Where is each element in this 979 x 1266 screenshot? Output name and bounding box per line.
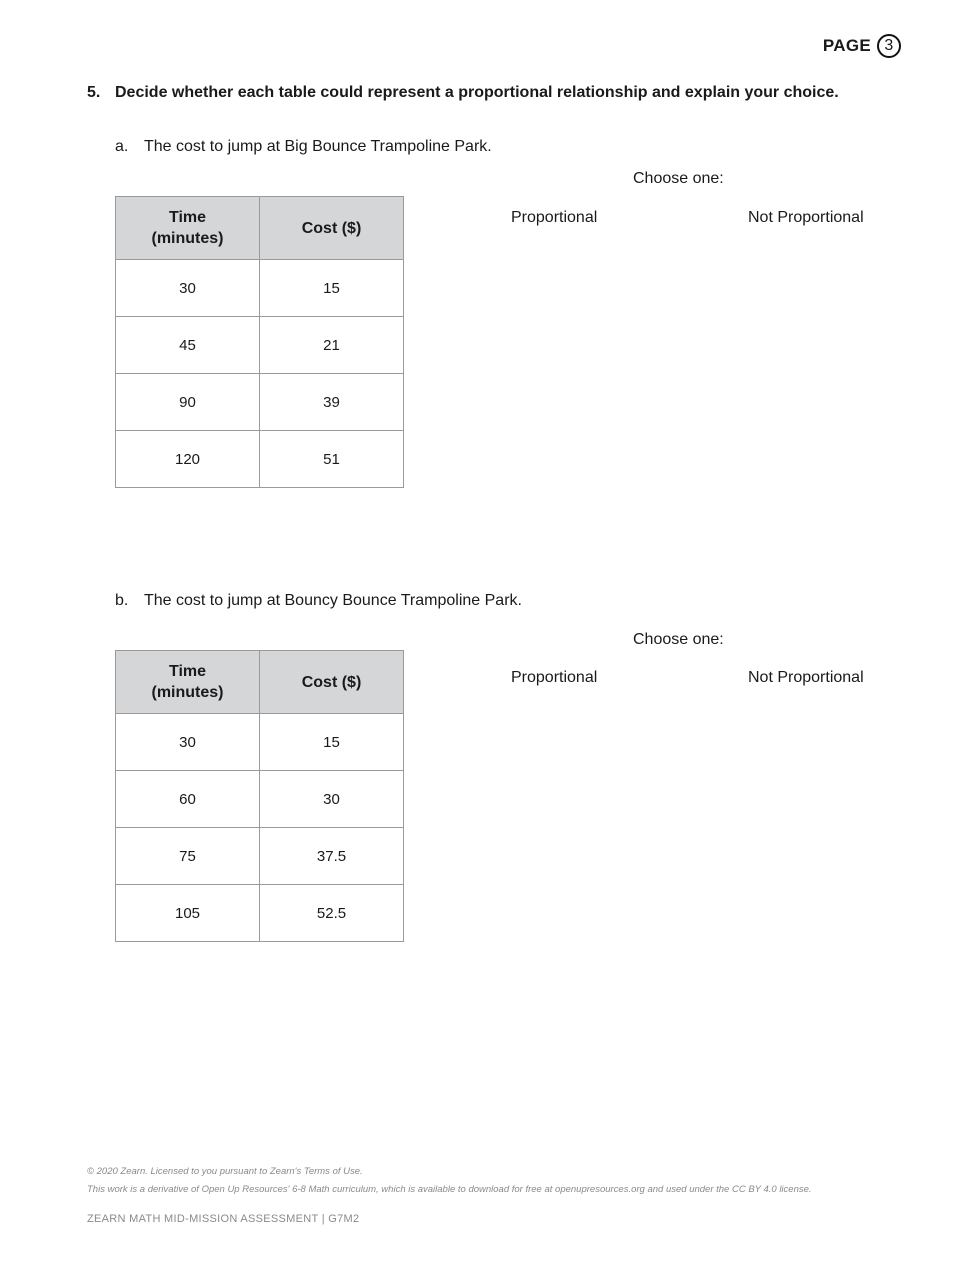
table-row — [116, 885, 404, 942]
table-row — [116, 771, 404, 828]
table-row — [116, 828, 404, 885]
page-word: PAGE — [822, 36, 871, 55]
table-row — [116, 260, 404, 317]
table-row — [116, 431, 404, 488]
time-cell: 30 — [116, 714, 260, 771]
footer-legal — [87, 1163, 812, 1199]
time-cell: 30 — [116, 260, 260, 317]
time-cell: 90 — [116, 374, 260, 431]
part-a-table — [115, 196, 404, 488]
part-b-letter: b. — [115, 592, 129, 609]
cost-cell: 37.5 — [260, 828, 404, 885]
question-number: 5. — [87, 84, 101, 101]
cost-cell: 51 — [260, 431, 404, 488]
cost-cell: 39 — [260, 374, 404, 431]
time-cell: 75 — [116, 828, 260, 885]
table-header-row — [116, 197, 404, 260]
time-cell: 105 — [116, 885, 260, 942]
part-b-text: The cost to jump at Bouncy Bounce Trampoline Park. — [144, 592, 522, 609]
footer-assessment-id: ZEARN MATH MID-MISSION ASSESSMENT | G7M2 — [87, 1213, 360, 1225]
part-a-prompt — [115, 138, 492, 156]
page-indicator — [823, 34, 901, 58]
header-time-line: (minutes) — [151, 684, 224, 701]
header-cost: Cost ($) — [260, 651, 404, 714]
header-time — [116, 651, 260, 714]
part-b-prompt — [115, 592, 522, 610]
cost-cell: 30 — [260, 771, 404, 828]
table-header-row — [116, 651, 404, 714]
part-a-letter: a. — [115, 138, 129, 155]
cost-cell: 21 — [260, 317, 404, 374]
table-row — [116, 317, 404, 374]
cost-cell: 15 — [260, 260, 404, 317]
header-time-line: (minutes) — [151, 230, 224, 247]
part-b-table — [115, 650, 404, 942]
header-time — [116, 197, 260, 260]
table-row — [116, 374, 404, 431]
part-a-choose-label: Choose one: — [633, 170, 724, 187]
cost-cell: 52.5 — [260, 885, 404, 942]
page-number-badge: 3 — [877, 34, 901, 58]
cost-cell: 15 — [260, 714, 404, 771]
time-cell: 60 — [116, 771, 260, 828]
question-5 — [87, 84, 839, 102]
part-b-choose-label: Choose one: — [633, 631, 724, 648]
part-b-choice-not-proportional[interactable]: Not Proportional — [748, 669, 864, 686]
time-cell: 120 — [116, 431, 260, 488]
time-cell: 45 — [116, 317, 260, 374]
part-b-choice-proportional[interactable]: Proportional — [511, 669, 598, 686]
header-time-line: Time — [168, 209, 207, 226]
table-row — [116, 714, 404, 771]
part-a-choice-proportional[interactable]: Proportional — [511, 209, 598, 226]
header-cost: Cost ($) — [260, 197, 404, 260]
part-a-text: The cost to jump at Big Bounce Trampoline Park. — [144, 138, 492, 155]
footer-license: This work is a derivative of Open Up Resources' 6-8 Math curriculum, which is available to download for free at openupresources.org and used under the CC BY 4.0 license. — [87, 1184, 812, 1195]
part-a-choice-not-proportional[interactable]: Not Proportional — [748, 209, 864, 226]
question-text: Decide whether each table could represent a proportional relationship and explain your choice. — [115, 84, 839, 101]
header-time-line: Time — [168, 663, 207, 680]
footer-copyright: © 2020 Zearn. Licensed to you pursuant to Zearn's Terms of Use. — [87, 1166, 363, 1177]
